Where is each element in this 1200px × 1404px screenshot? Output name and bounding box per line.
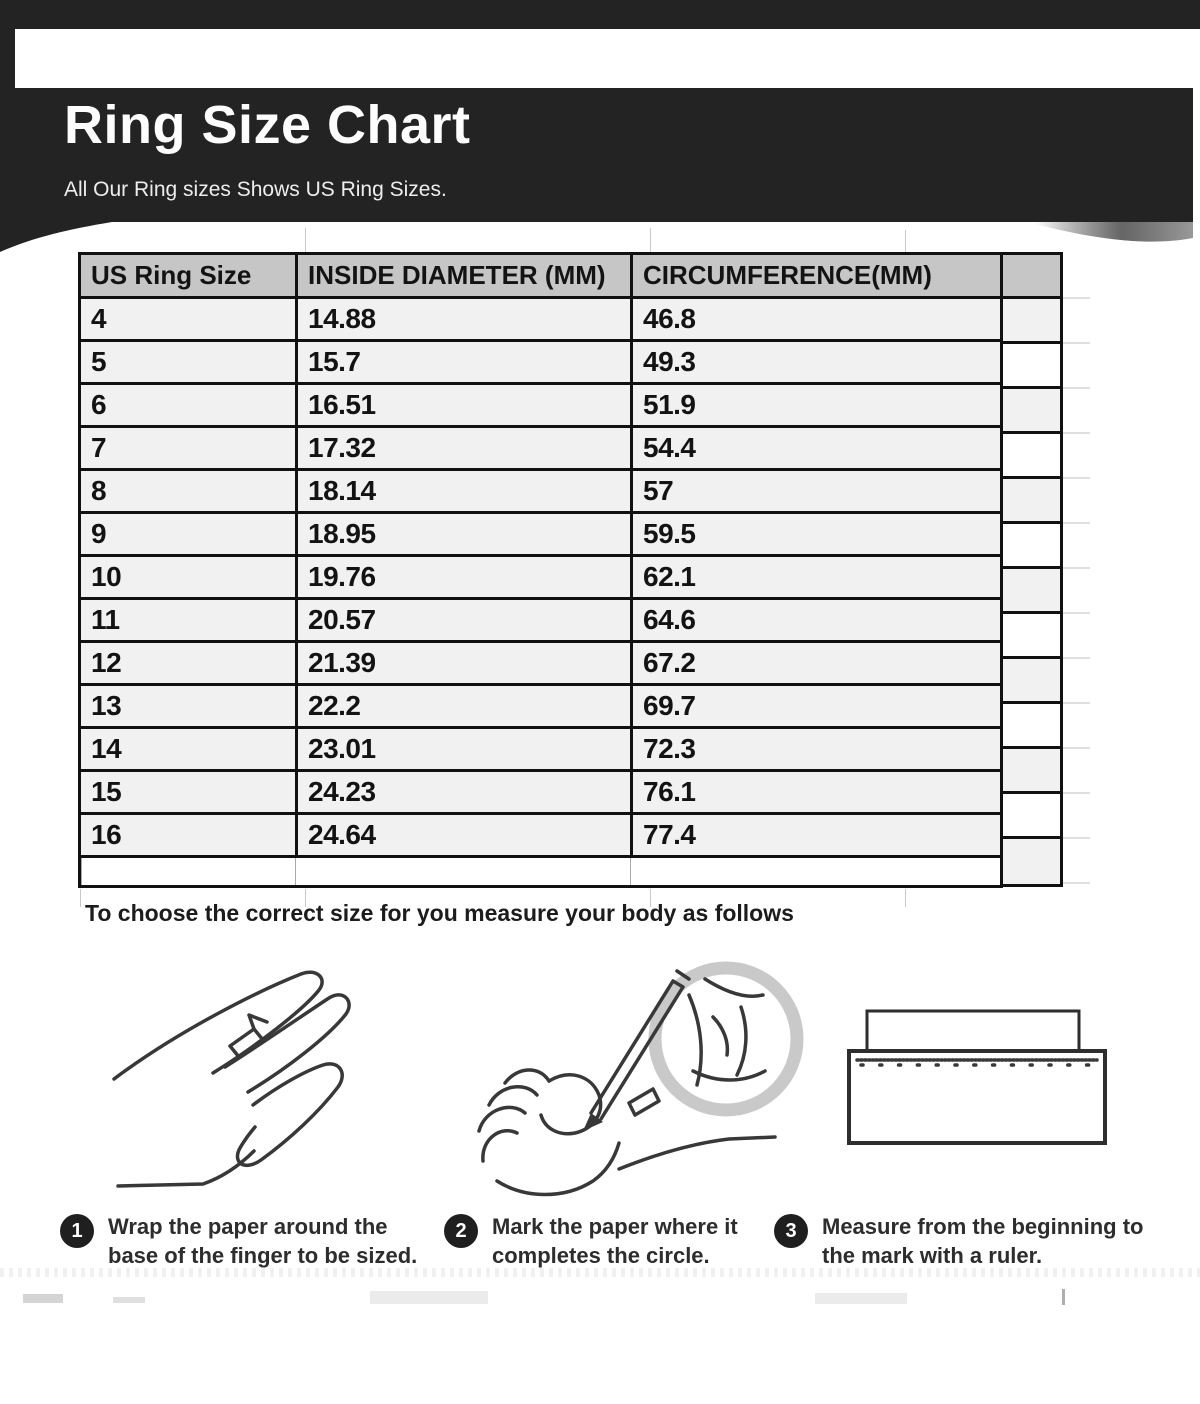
table-cell: 20.57	[295, 600, 630, 640]
table-cell: 16	[91, 819, 122, 850]
table-cell: 15.7	[295, 342, 630, 382]
table-cell: 51.9	[630, 385, 1000, 425]
spreadsheet-extra-cell	[1003, 659, 1060, 704]
faint-gridline	[80, 889, 81, 907]
table-row	[81, 772, 1000, 815]
spreadsheet-extra-cell	[1003, 434, 1060, 479]
table-cell: 11	[91, 604, 120, 635]
table-cell: 77.4	[630, 815, 1000, 855]
column-header-circumference: CIRCUMFERENCE(MM)	[630, 255, 1000, 296]
page-title: Ring Size Chart	[64, 95, 471, 155]
table-cell: 21.39	[295, 643, 630, 683]
faint-gridline	[905, 889, 906, 907]
table-row	[81, 557, 1000, 600]
table-cell: 72.3	[630, 729, 1000, 769]
table-header-row	[81, 255, 1000, 299]
table-row	[81, 815, 1000, 858]
header-white-strip	[15, 29, 1200, 88]
scan-smudge	[23, 1294, 63, 1303]
faint-grid-ticks	[1063, 254, 1090, 884]
table-cell: 13	[91, 690, 122, 721]
table-cell: 62.1	[630, 557, 1000, 597]
step-2-text: Mark the paper where it completes the circle.	[492, 1214, 738, 1268]
header-white-edge	[1193, 88, 1200, 222]
spreadsheet-extra-cell	[1003, 749, 1060, 794]
spreadsheet-extra-cell	[1003, 569, 1060, 614]
step-3-badge: 3	[774, 1214, 808, 1248]
table-cell: 23.01	[295, 729, 630, 769]
faded-scan-band	[0, 1268, 1200, 1277]
spreadsheet-extra-cell	[1003, 255, 1060, 299]
header-band	[0, 0, 1200, 222]
table-row	[81, 600, 1000, 643]
table-cell: 14.88	[295, 299, 630, 339]
scan-smudge	[370, 1291, 488, 1304]
table-cell: 18.95	[295, 514, 630, 554]
faint-gridline	[305, 228, 306, 252]
spreadsheet-extra-cell	[1003, 704, 1060, 749]
spreadsheet-extra-cell	[1003, 524, 1060, 569]
faint-gridline	[650, 228, 651, 252]
table-cell: 19.76	[295, 557, 630, 597]
measure-instructions-heading: To choose the correct size for you measure your body as follows	[85, 900, 794, 926]
scan-smudge	[815, 1293, 907, 1304]
spreadsheet-extra-cell	[1003, 299, 1060, 344]
spreadsheet-extra-cell	[1003, 344, 1060, 389]
table-cell-empty	[295, 858, 630, 885]
faint-gridline	[905, 230, 906, 252]
table-cell: 24.64	[295, 815, 630, 855]
column-header-us-ring-size: US Ring Size	[91, 260, 252, 290]
step-2	[444, 1212, 760, 1270]
table-row	[81, 643, 1000, 686]
table-cell: 49.3	[630, 342, 1000, 382]
step-1-badge: 1	[60, 1214, 94, 1248]
marking-paper-with-pencil-illustration	[443, 943, 808, 1207]
table-cell: 17.32	[295, 428, 630, 468]
table-cell: 9	[91, 518, 107, 549]
table-cell: 5	[91, 346, 107, 377]
table-row	[81, 686, 1000, 729]
scan-smudge	[113, 1297, 145, 1303]
step-1	[60, 1212, 420, 1270]
table-cell: 67.2	[630, 643, 1000, 683]
table-row	[81, 342, 1000, 385]
column-header-inside-diameter: INSIDE DIAMETER (MM)	[295, 255, 630, 296]
step-3	[774, 1212, 1168, 1270]
table-cell: 15	[91, 776, 122, 807]
table-cell: 69.7	[630, 686, 1000, 726]
table-cell-empty	[630, 858, 1000, 885]
table-cell: 8	[91, 475, 107, 506]
table-row	[81, 299, 1000, 342]
step-3-text: Measure from the beginning to the mark with a ruler.	[822, 1214, 1144, 1268]
table-cell: 16.51	[295, 385, 630, 425]
scan-smudge	[1062, 1289, 1065, 1305]
table-cell: 76.1	[630, 772, 1000, 812]
table-row	[81, 471, 1000, 514]
table-cell: 14	[91, 733, 122, 764]
table-cell-empty	[81, 858, 295, 885]
ring-size-table	[78, 252, 1003, 888]
table-cell: 59.5	[630, 514, 1000, 554]
table-row	[81, 385, 1000, 428]
spreadsheet-extra-column	[1003, 252, 1063, 887]
table-cell: 12	[91, 647, 122, 678]
table-cell: 54.4	[630, 428, 1000, 468]
table-cell: 57	[630, 471, 1000, 511]
hand-with-paper-strip-illustration	[108, 953, 440, 1201]
spreadsheet-extra-cell	[1003, 794, 1060, 839]
step-2-badge: 2	[444, 1214, 478, 1248]
spreadsheet-extra-cell	[1003, 839, 1060, 884]
table-cell: 18.14	[295, 471, 630, 511]
ruler-measuring-illustration	[845, 1005, 1120, 1150]
table-cell: 24.23	[295, 772, 630, 812]
table-row	[81, 729, 1000, 772]
table-cell: 7	[91, 432, 107, 463]
table-cell: 10	[91, 561, 122, 592]
table-cell: 4	[91, 303, 107, 334]
table-cell: 46.8	[630, 299, 1000, 339]
step-1-text: Wrap the paper around the base of the finger to be sized.	[108, 1214, 418, 1268]
spreadsheet-extra-cell	[1003, 479, 1060, 524]
page-subtitle: All Our Ring sizes Shows US Ring Sizes.	[64, 178, 447, 201]
table-cell: 64.6	[630, 600, 1000, 640]
table-empty-row	[81, 858, 1000, 885]
spreadsheet-extra-cell	[1003, 389, 1060, 434]
table-cell: 22.2	[295, 686, 630, 726]
spreadsheet-extra-cell	[1003, 614, 1060, 659]
table-cell: 6	[91, 389, 107, 420]
table-row	[81, 514, 1000, 557]
table-row	[81, 428, 1000, 471]
